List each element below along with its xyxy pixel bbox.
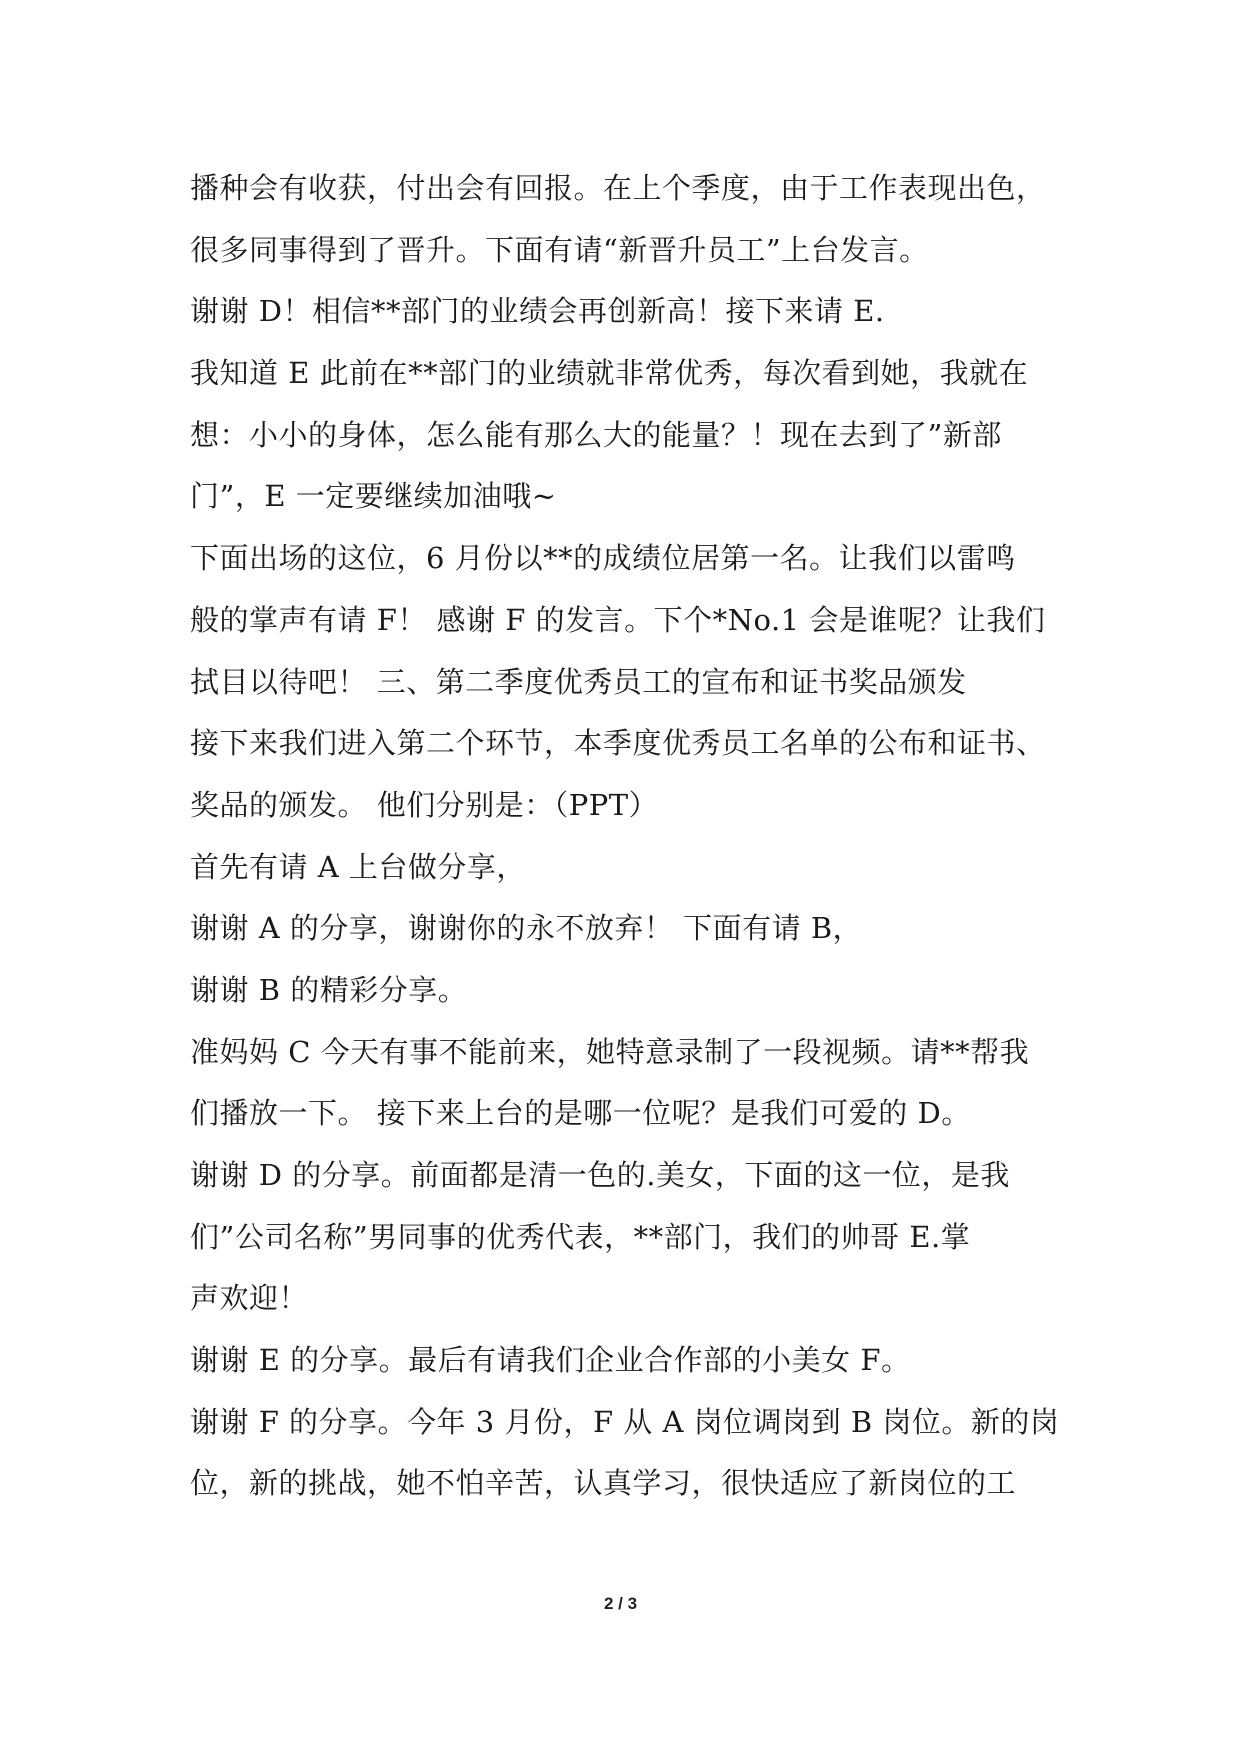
text-line: 想：小小的身体，怎么能有那么大的能量？！现在去到了”新部 bbox=[190, 417, 1002, 452]
text-line: 播种会有收获，付出会有回报。在上个季度，由于工作表现出色， bbox=[190, 171, 1046, 205]
text-line: 谢谢 D！相信**部门的业绩会再创新高！接下来请 E. bbox=[190, 294, 885, 329]
text-line: 下面出场的这位，6 月份以**的成绩位居第一名。让我们以雷鸣 bbox=[190, 541, 1016, 576]
text-line: 接下来我们进入第二个环节，本季度优秀员工名单的公布和证书、 bbox=[190, 726, 1046, 761]
document-body bbox=[190, 158, 1090, 1515]
text-line: 拭目以待吧！ 三、第二季度优秀员工的宣布和证书奖品颁发 bbox=[190, 664, 967, 699]
text-line: 声欢迎！ bbox=[190, 1281, 309, 1316]
text-line: 门”，E 一定要继续加油哦~ bbox=[190, 479, 557, 514]
text-line: 们”公司名称”男同事的优秀代表，**部门，我们的帅哥 E.掌 bbox=[190, 1219, 971, 1254]
page-number: 2 / 3 bbox=[603, 1594, 638, 1613]
text-line: 们播放一下。 接下来上台的是哪一位呢？是我们可爱的 D。 bbox=[190, 1096, 971, 1131]
text-line: 很多同事得到了晋升。下面有请“新晋升员工”上台发言。 bbox=[190, 232, 929, 267]
text-line: 首先有请 A 上台做分享， bbox=[190, 849, 526, 884]
text-line: 我知道 E 此前在**部门的业绩就非常优秀，每次看到她，我就在 bbox=[190, 356, 1029, 391]
text-line: 准妈妈 C 今天有事不能前来，她特意录制了一段视频。请**帮我 bbox=[190, 1034, 1030, 1069]
text-line: 谢谢 E 的分享。最后有请我们企业合作部的小美女 F。 bbox=[190, 1343, 911, 1378]
text-line: 谢谢 B 的精彩分享。 bbox=[190, 972, 468, 1007]
text-line: 谢谢 F 的分享。今年 3 月份，F 从 A 岗位调岗到 B 岗位。新的岗 bbox=[190, 1404, 1060, 1439]
text-line: 奖品的颁发。 他们分别是：（PPT） bbox=[190, 787, 659, 822]
text-line: 般的掌声有请 F！ 感谢 F 的发言。下个*No.1 会是谁呢？让我们 bbox=[190, 602, 1046, 637]
text-line: 位，新的挑战，她不怕辛苦，认真学习，很快适应了新岗位的工 bbox=[190, 1466, 1017, 1501]
text-line: 谢谢 D 的分享。前面都是清一色的.美女，下面的这一位，是我 bbox=[190, 1158, 1010, 1192]
text-line: 谢谢 A 的分享，谢谢你的永不放弃！ 下面有请 B， bbox=[190, 911, 863, 946]
